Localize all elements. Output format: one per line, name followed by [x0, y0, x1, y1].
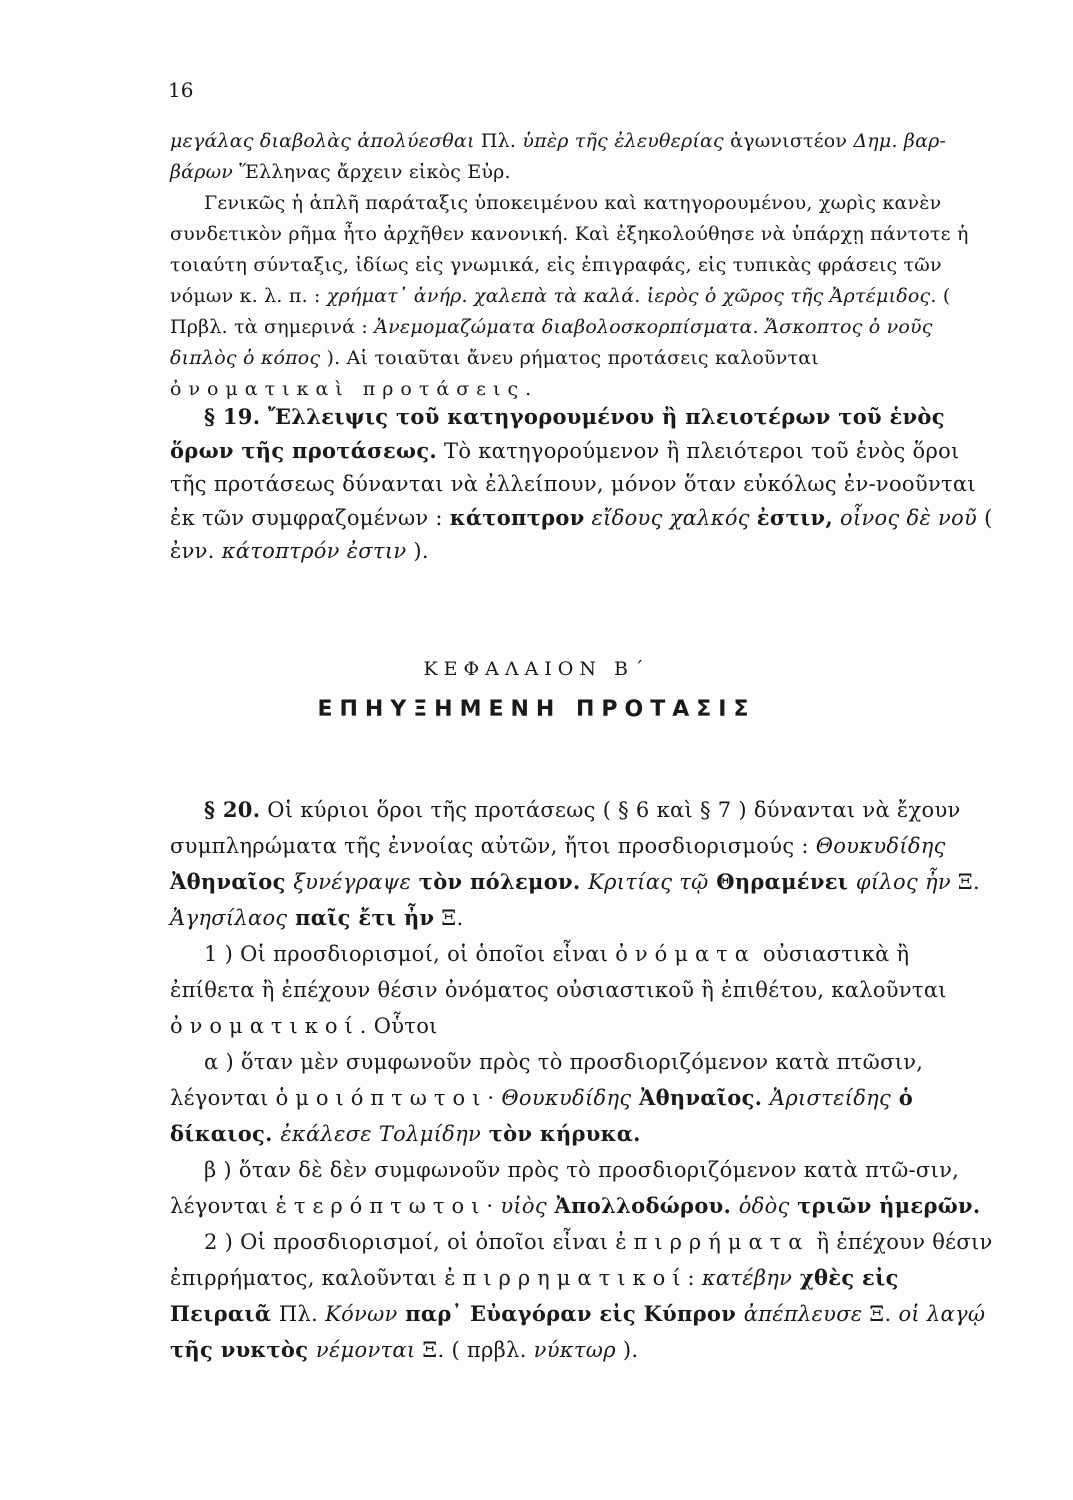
text-run: Κόνων	[325, 1302, 398, 1326]
section-heading: Ἔλλειψις τοῦ κατηγορουμένου ἢ πλειοτέρων τοῦ ἑνὸς ὅρων τῆς προτάσεως.	[170, 404, 945, 463]
chapter-title: ΕΠΗΥΞΗΜΕΝΗ ΠΡΟΤΑΣΙΣ	[317, 697, 756, 722]
text-run: Θουκυδίδης	[501, 1086, 632, 1110]
text-run: κάτοπτρόν ἐστιν	[221, 539, 407, 563]
text-run: ( Πρβλ. τὰ σημερινά :	[170, 285, 951, 338]
section-number: § 19.	[204, 404, 261, 429]
text-run: Τὸ κατηγορούμενον ἢ πλειότεροι τοῦ ἑνὸς ὅροι τῆς προτάσεως δύνανται νὰ ἐλλείπουν, μόνον ὅταν εὐκόλως ἐν-νοοῦνται ἐκ τῶν συμφραζομένων :	[170, 439, 976, 530]
text-run: ἀγωνιστέον	[723, 130, 854, 152]
indented-line	[170, 792, 996, 936]
text-run: παῖς	[287, 905, 359, 930]
spaced-term: ἐπιρρηματικοί	[444, 1266, 688, 1290]
text-run: ὁ δίκαιος.	[170, 1085, 914, 1146]
text-run: β ) ὅταν δὲ δὲν συμφωνοῦν πρὸς τὸ προσδιοριζόμενον κατὰ πτῶ-σιν, λέγονται	[170, 1158, 960, 1218]
text-run: Ἀπολλοδώρου.	[546, 1193, 739, 1218]
text-run: ξυνέγραψε	[293, 870, 412, 894]
text-run: νύκτωρ	[533, 1338, 616, 1362]
text-run: Ξ.	[434, 906, 464, 930]
page-number: 16	[168, 78, 194, 102]
text-run: φίλος ἦν	[855, 870, 951, 894]
text-run: παρ᾿ Εὐαγόραν εἰς Κύπρον	[397, 1301, 744, 1326]
text-run: χρήματ᾿ ἀνήρ. χαλεπὰ τὰ καλά. ἱερὸς ὁ χῶρος τῆς Ἀρτέμιδος.	[326, 285, 937, 307]
text-run: . Οὗτοι	[359, 1014, 438, 1038]
spaced-term: ἐπιρρήματα	[615, 1230, 810, 1254]
text-run: Θουκυδίδης	[815, 834, 946, 858]
spaced-term: ὀνοματικαὶ προτάσεις	[170, 378, 526, 400]
text-run: ὑπὲρ τῆς ἐλευθερίας	[522, 130, 724, 152]
section-19	[170, 400, 996, 568]
text-run: Ξ.	[862, 1302, 899, 1326]
text-run: Δημ. βαρ-βάρων	[170, 130, 947, 183]
spaced-term: ὀνοματικοί	[170, 1014, 360, 1038]
text-run: κατέβην	[701, 1266, 793, 1290]
text-run: Πλ.	[474, 130, 517, 152]
indented-line	[170, 936, 996, 1044]
text-run: υἱὸς	[500, 1194, 547, 1218]
text-run: Οἱ κύριοι ὅροι τῆς προτάσεως ( § 6 καὶ § 7 ) δύνανται νὰ ἔχουν συμπληρώματα τῆς ἐννοίας αὐτῶν, ἤτοι προσδιορισμούς :	[170, 798, 961, 858]
text-run: ἀπέπλευσε	[743, 1302, 863, 1326]
text-run: νέμονται	[315, 1338, 416, 1362]
text-run: 1 ) Οἱ προσδιορισμοί, οἱ ὁποῖοι εἶναι	[204, 942, 616, 966]
text-run: τῆς νυκτὸς	[170, 1337, 316, 1362]
text-run: Ξ.	[950, 870, 980, 894]
text-run: ).	[615, 1338, 639, 1362]
text-run: ἔτι ἦν	[358, 905, 435, 930]
text-run: ἐκάλεσε Τολμίδην	[280, 1122, 482, 1146]
text-run: :	[687, 1266, 702, 1290]
text-run: Εὐρ.	[467, 161, 511, 183]
indented-line	[170, 1224, 996, 1368]
spaced-term: ὁμοιόπτωτοι	[275, 1086, 488, 1110]
text-run: τὸν κήρυκα.	[481, 1121, 641, 1146]
text-run: Ἀνεμομαζώματα διαβολοσκορπίσματα. Ἄσκοπτος ὁ νοῦς διπλὸς ὁ κόπος	[170, 316, 933, 369]
text-run: μεγάλας διαβολὰς ἀπολύεσθαι	[170, 130, 475, 152]
indented-line	[170, 1152, 996, 1224]
text-run: .	[525, 378, 532, 400]
text-run: οἶνος δὲ νοῦ	[833, 506, 978, 530]
text-run: ὁδὸς	[738, 1194, 790, 1218]
text-run: Ἀθηναῖος	[170, 869, 294, 894]
text-run: 2 ) Οἱ προσδιορισμοί, οἱ ὁποῖοι εἶναι	[204, 1230, 616, 1254]
spaced-term: ἑτερόπτωτοι	[275, 1194, 487, 1218]
text-run: ). Αἱ τοιαῦται ἄνευ ρήματος προτάσεις καλοῦνται	[320, 347, 819, 369]
text-run: ἢ ἐπέχουν θέσιν ἐπιρρήματος, καλοῦνται	[170, 1230, 993, 1290]
text-run: οἱ λαγῴ	[898, 1302, 986, 1326]
text-run: ἐστιν,	[756, 505, 834, 530]
indented-line	[170, 188, 996, 405]
text-run: χθὲς εἰς Πειραιᾶ	[170, 1265, 899, 1326]
text-run: ).	[406, 539, 429, 563]
text-run: εἴδους χαλκός	[584, 506, 757, 530]
text-run: Κριτίας τῷ	[588, 870, 709, 894]
spaced-term: ὀνόματα	[615, 942, 756, 966]
chapter-label: ΚΕΦΑΛΑΙΟΝ Β΄	[423, 658, 650, 680]
text-run: Ἀθηναῖος.	[631, 1085, 770, 1110]
indented-line	[170, 1044, 996, 1152]
text-run: Ξ. ( πρβλ.	[415, 1338, 534, 1362]
text-run: κάτοπτρον	[449, 505, 585, 530]
text-run: οὐσιαστικὰ ἢ ἐπίθετα ἢ ἐπέχουν θέσιν ὀνόματος οὐσιαστικοῦ ἢ ἐπιθέτου, καλοῦνται	[170, 942, 947, 1002]
text-run: ·	[487, 1086, 502, 1110]
text-run: ( ἐνν.	[170, 506, 993, 563]
section-number: § 20.	[204, 797, 261, 822]
text-run: Ἕλληνας ἄρχειν εἰκὸς	[233, 161, 468, 183]
text-run: τριῶν ἡμερῶν.	[789, 1193, 981, 1218]
text-run: Θηραμένει	[708, 869, 856, 894]
text-run: α ) ὅταν μὲν συμφωνοῦν πρὸς τὸ προσδιοριζόμενον κατὰ πτῶσιν, λέγονται	[170, 1050, 924, 1110]
text-run: Πλ.	[278, 1302, 326, 1326]
text-run: Ἀριστείδης	[769, 1086, 892, 1110]
text-run: Γενικῶς ἡ ἁπλῆ παράταξις ὑποκειμένου καὶ κατηγορουμένου, χωρὶς κανὲν συνδετικὸν ρῆμα ἦτο ἀρχῆθεν κανονική. Καὶ ἐξηκολούθησε νὰ ὑπάρχῃ πάντοτε ἡ τοιαύτη σύνταξις, ἰδίως εἰς γνωμικά, εἰς ἐπιγραφάς, εἰς τυπικὰς φράσεις τῶν νόμων κ. λ. π. :	[170, 192, 969, 307]
text-run: τὸν πόλεμον.	[411, 869, 589, 894]
text-run: ·	[486, 1194, 501, 1218]
section-20	[170, 792, 996, 1368]
indented-line	[170, 400, 996, 568]
text-run: Ἀγησίλαος	[170, 906, 288, 930]
paragraph-top	[170, 126, 996, 405]
